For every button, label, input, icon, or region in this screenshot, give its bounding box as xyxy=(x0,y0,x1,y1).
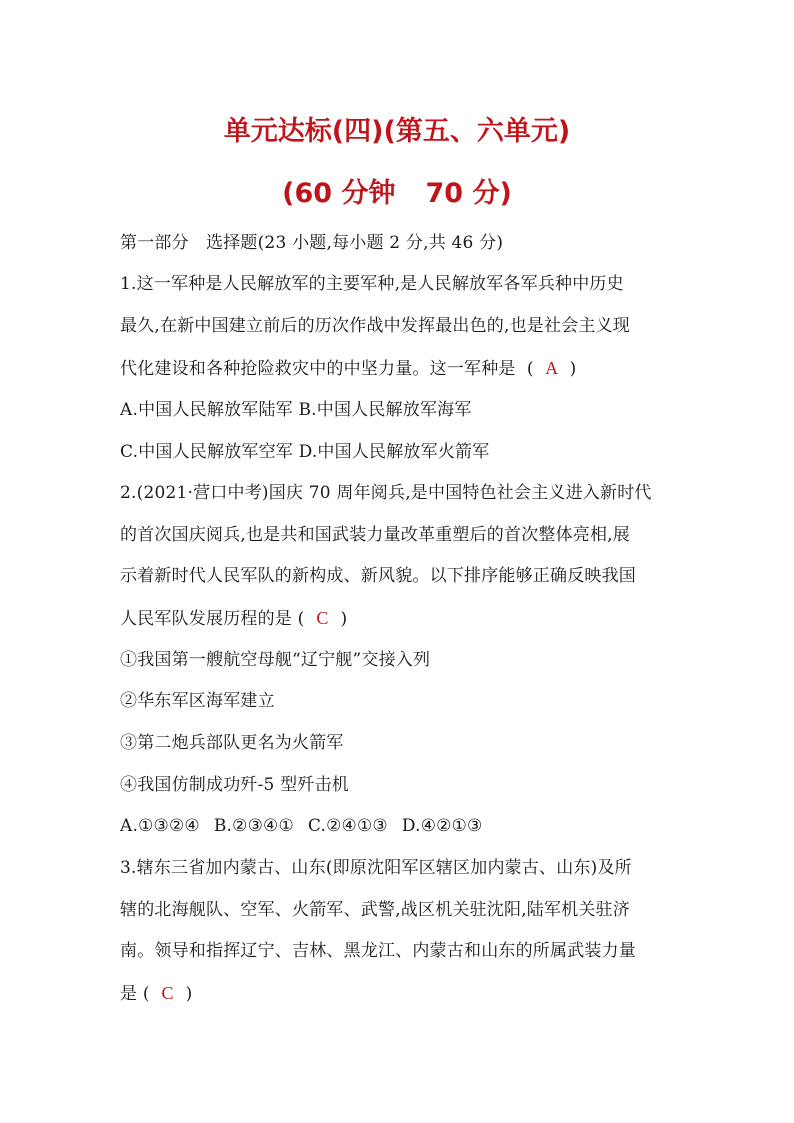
q2-option-a: A.①③②④ xyxy=(120,816,200,836)
q2-option-d: D.④②①③ xyxy=(401,816,483,836)
q3-bracket-open: ( xyxy=(142,984,150,1004)
time-limit: (60 分钟 xyxy=(282,178,396,209)
q3-line-2: 辖的北海舰队、空军、火箭军、武警,战区机关驻沈阳,陆军机关驻济 xyxy=(120,900,631,920)
q2-bracket-open: ( xyxy=(297,609,305,629)
q3-line-4 xyxy=(120,981,680,1006)
q3-line-3: 南。领导和指挥辽宁、吉林、黑龙江、内蒙古和山东的所属武装力量 xyxy=(120,941,636,961)
q2-options-row xyxy=(120,814,680,838)
section-label: 第一部分 选择题(23 小题,每小题 2 分,共 46 分) xyxy=(120,233,504,253)
q2-item-4: ④我国仿制成功歼-5 型歼击机 xyxy=(120,775,349,795)
page-title: 单元达标(四)(第五、六单元) xyxy=(223,116,571,147)
q1-bracket-open: ( xyxy=(526,359,534,379)
q3-line-1: 3.辖东三省加内蒙古、山东(即原沈阳军区辖区加内蒙古、山东)及所 xyxy=(120,858,632,878)
q1-bracket-close: ) xyxy=(569,359,577,379)
q2-item-2: ②华东军区海军建立 xyxy=(120,691,275,711)
q3-answer: C xyxy=(161,983,174,1003)
q2-answer: C xyxy=(316,608,329,628)
q1-line-1: 1.这一军种是人民解放军的主要军种,是人民解放军各军兵种中历史 xyxy=(120,274,624,294)
q2-option-c: C.②④①③ xyxy=(307,816,388,836)
q2-line-4 xyxy=(120,606,680,631)
q1-options-row-1: A.中国人民解放军陆军 B.中国人民解放军海军 xyxy=(120,400,472,420)
total-score: 70 分) xyxy=(425,178,512,209)
q2-bracket-close: ) xyxy=(340,609,348,629)
q2-item-3: ③第二炮兵部队更名为火箭军 xyxy=(120,733,344,753)
q1-options-row-2: C.中国人民解放军空军 D.中国人民解放军火箭军 xyxy=(120,442,490,462)
q2-line-3: 示着新时代人民军队的新构成、新风貌。以下排序能够正确反映我国 xyxy=(120,566,636,586)
q2-option-b: B.②③④① xyxy=(213,816,294,836)
q1-line-2: 最久,在新中国建立前后的历次作战中发挥最出色的,也是社会主义现 xyxy=(120,316,631,336)
q3-bracket-close: ) xyxy=(185,984,193,1004)
q2-line-1: 2.(2021·营口中考)国庆 70 周年阅兵,是中国特色社会主义进入新时代 xyxy=(120,483,652,503)
q1-line-3 xyxy=(120,356,680,381)
q2-item-1: ①我国第一艘航空母舰“辽宁舰”交接入列 xyxy=(120,650,431,670)
page-subtitle xyxy=(0,176,794,212)
q3-line-4-text: 是 xyxy=(120,984,138,1004)
q1-line-3-text: 代化建设和各种抢险救灾中的中坚力量。这一军种是 xyxy=(120,359,516,379)
q2-line-4-text: 人民军队发展历程的是 xyxy=(120,609,292,629)
q2-line-2: 的首次国庆阅兵,也是共和国武装力量改革重塑后的首次整体亮相,展 xyxy=(120,525,631,545)
q1-answer: A xyxy=(545,358,559,378)
